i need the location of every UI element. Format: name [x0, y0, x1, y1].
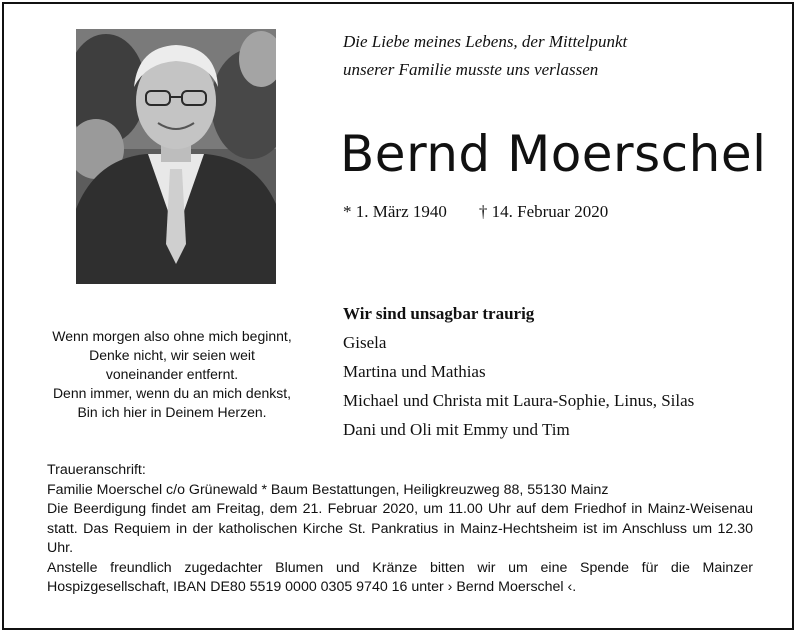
top-quote-line: Die Liebe meines Lebens, der Mittelpunkt [343, 32, 628, 51]
funeral-details: Die Beerdigung findet am Freitag, dem 21. Februar 2020, um 11.00 Uhr auf dem Friedhof in Mainz-Weisenau statt. Das Requiem in der katholischen Kirche St. Pankratius in Mainz-Hechtsheim ist im Anschluss um 12.30 Uhr. [47, 501, 753, 556]
address: Familie Moerschel c/o Grünewald * Baum Bestattungen, Heiligkreuzweg 88, 55130 Mainz [47, 481, 609, 498]
top-quote-line: unserer Familie musste uns verlassen [343, 60, 599, 79]
mourner-name: Martina und Mathias [343, 362, 486, 381]
mourner-name: Gisela [343, 333, 387, 352]
poem-line: Denn immer, wenn du an mich denkst, [52, 385, 292, 401]
mourners-block [343, 299, 694, 444]
address-label: Traueranschrift: [47, 462, 146, 478]
donation-note: Anstelle freundlich zugedachter Blumen und Kränze bitten wir um eine Spende für die Mainzer Hospizgesellschaft, IBAN DE80 5519 0000 0305 9740 16 unter › Bernd Moerschel ‹. [47, 559, 753, 595]
deceased-name: Bernd Moerschel [340, 125, 767, 183]
birth-date: * 1. März 1940 [343, 202, 447, 221]
death-date: † 14. Februar 2020 [478, 202, 609, 221]
life-dates [343, 200, 608, 224]
info-block [47, 461, 753, 598]
portrait-illustration [76, 29, 276, 284]
poem-line: Denke nicht, wir seien weit [89, 347, 255, 363]
mourner-name: Michael und Christa mit Laura-Sophie, Linus, Silas [343, 391, 695, 410]
mourner-name: Dani und Oli mit Emmy und Tim [343, 420, 570, 439]
poem-line: voneinander entfernt. [105, 366, 239, 382]
poem [40, 327, 304, 422]
top-quote [343, 28, 627, 84]
mourners-heading: Wir sind unsagbar traurig [343, 304, 535, 323]
poem-line: Bin ich hier in Deinem Herzen. [77, 404, 267, 420]
poem-line: Wenn morgen also ohne mich beginnt, [52, 328, 292, 344]
portrait-photo [76, 29, 276, 284]
